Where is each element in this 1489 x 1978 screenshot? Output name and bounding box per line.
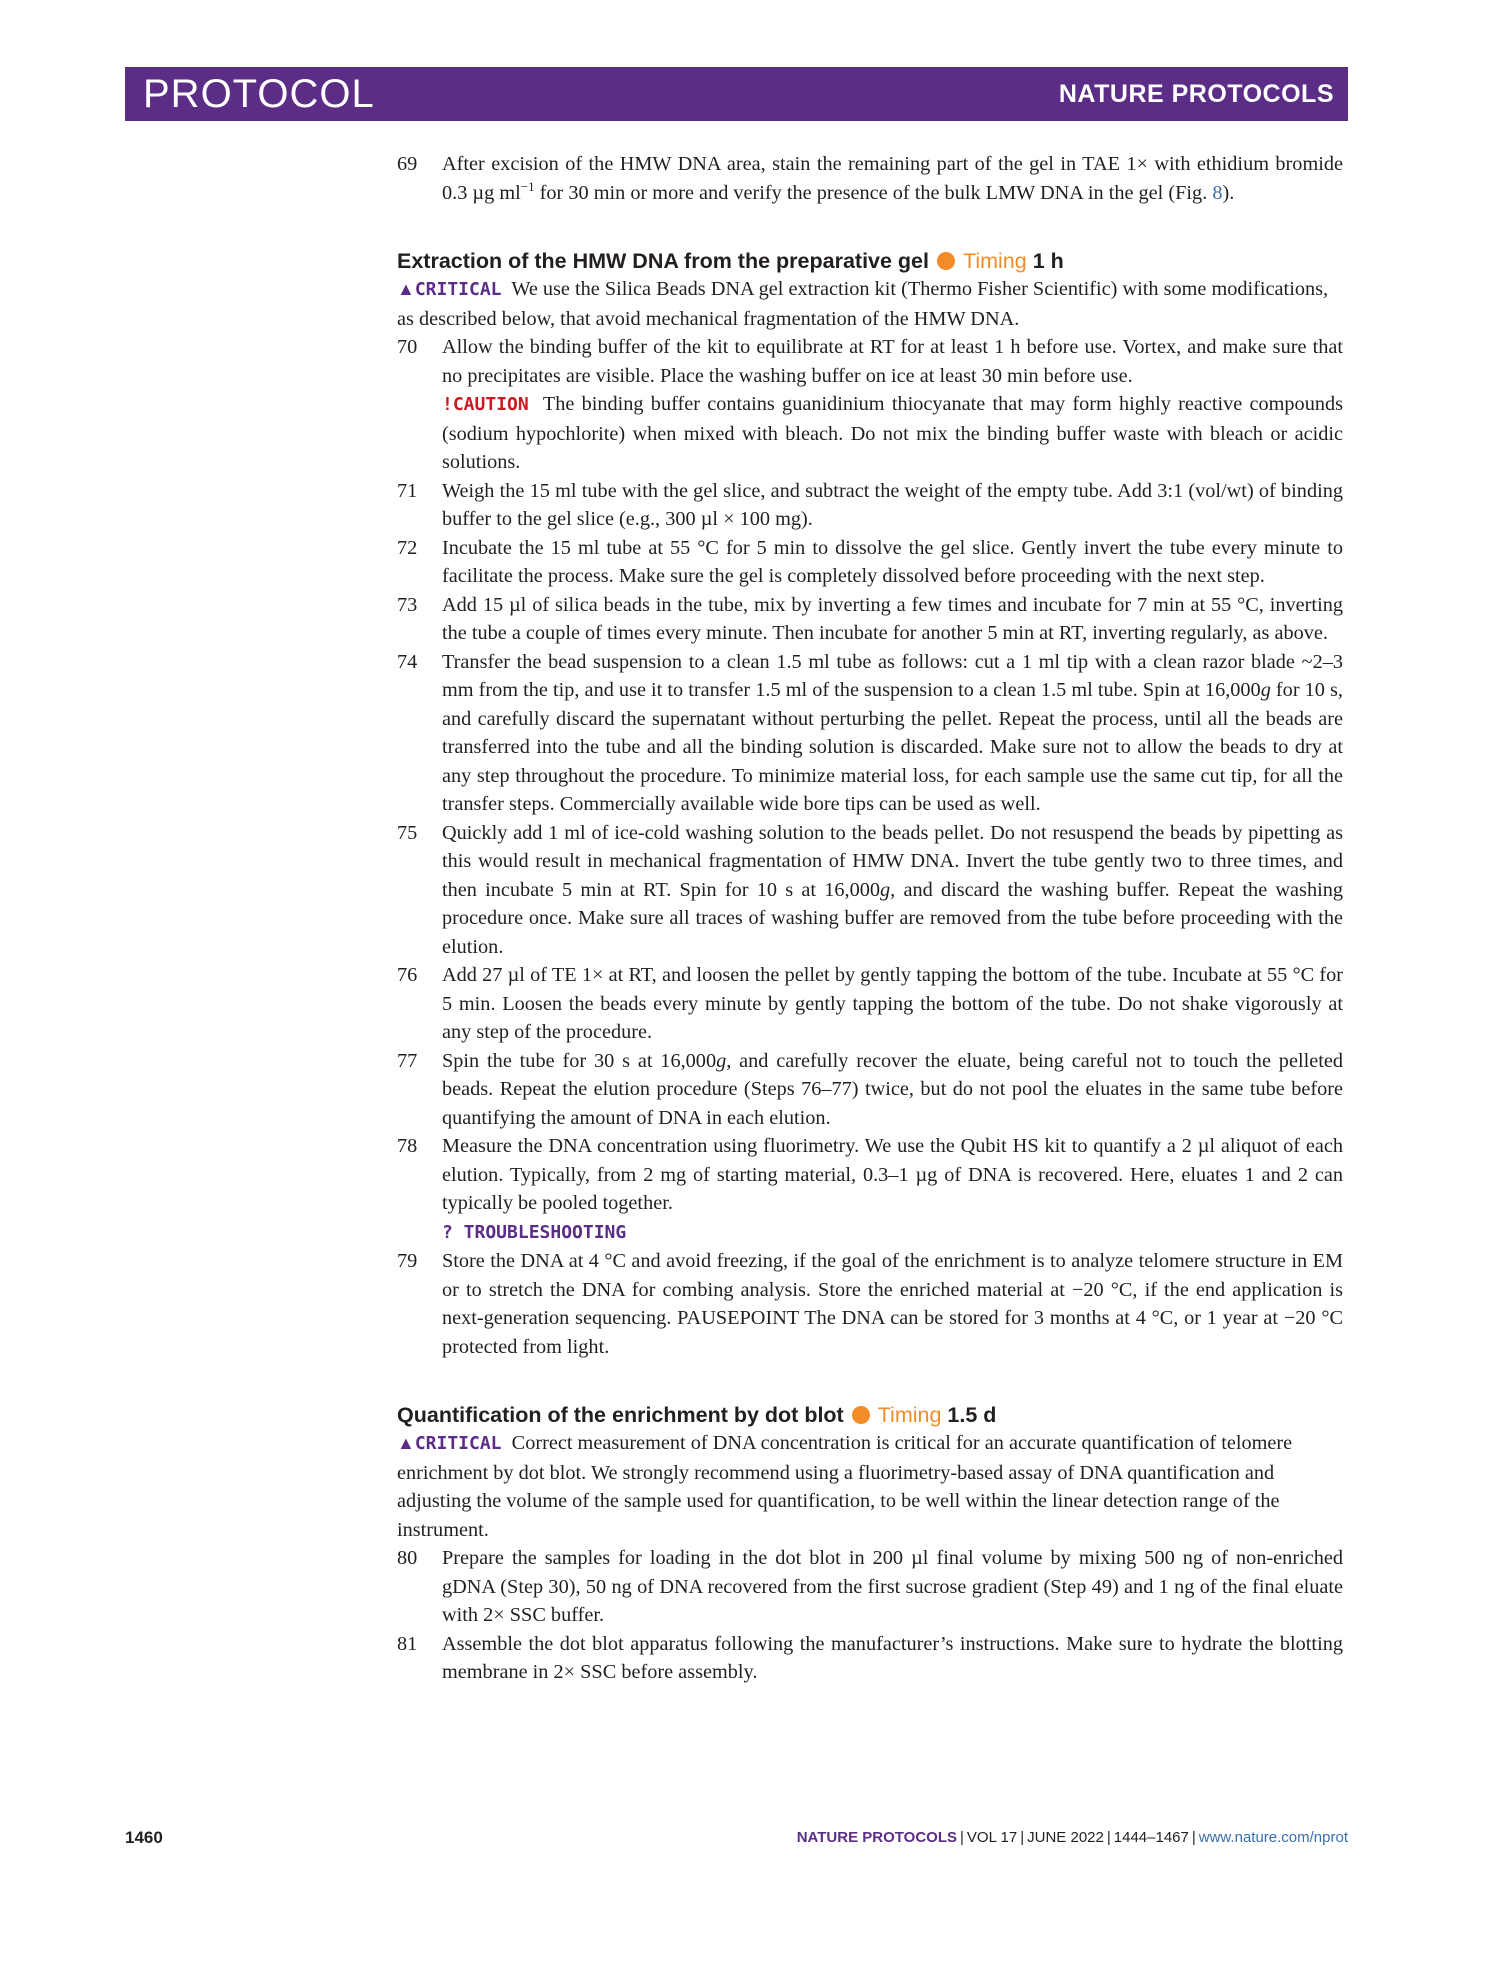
timing-dot-icon: [937, 252, 955, 270]
step-70: 70 Allow the binding buffer of the kit to equilibrate at RT for at least 1 h before use. Vortex, and make sure that no precipitates are visible. Place the washing buffer on ice at least 30 min before use. !CAUTION The binding buffer contains guanidinium thiocyanate that may form highly reactive compounds (sodium hypochlorite) when mixed with bleach. Do not mix the binding buffer waste with bleach or acidic solutions.: [397, 336, 1344, 473]
step-78: 78 Measure the DNA concentration using fluorimetry. We use the Qubit HS kit to quantify a 2 µl aliquot of each elution. Typically, from 2 mg of starting material, 0.3–1 µg of DNA is recovered. Here, eluates 1 and 2 can typically be pooled together. ? TROUBLESHOOTING: [397, 1135, 1343, 1243]
caution-icon: !: [442, 394, 453, 415]
step-76: 76 Add 27 µl of TE 1× at RT, and loosen the pellet by gently tapping the bottom of the tube. Incubate at 55 °C for 5 min. Loosen the beads every minute by gently tapping the bottom of the tube. Do not shake vigorously at any step of the procedure.: [397, 964, 1343, 1043]
step-81: 81 Assemble the dot blot apparatus following the manufacturer’s instructions. Make sure to hydrate the blotting membrane in 2× SSC before assembly.: [397, 1632, 1343, 1683]
step-72: 72 Incubate the 15 ml tube at 55 °C for 5 min to dissolve the gel slice. Gently invert the tube every minute to facilitate the process. Make sure the gel is completely dissolved before proceeding with the next step.: [397, 536, 1343, 587]
critical-triangle-icon: ▲: [397, 1433, 415, 1453]
critical-note-1: ▲CRITICAL We use the Silica Beads DNA gel extraction kit (Thermo Fisher Scientific) with some modifications, as described below, that avoid mechanical fragmentation of the HMW DNA.: [397, 278, 1329, 330]
step-77: 77 Spin the tube for 30 s at 16,000g, and carefully recover the eluate, being careful not to touch the pelleted beads. Repeat the elution procedure (Steps 76–77) twice, but do not pool the eluates in the same tube before quantifying the amount of DNA in each elution.: [397, 1049, 1343, 1129]
page-number: 1460: [125, 1828, 163, 1847]
step-71: 71 Weigh the 15 ml tube with the gel slice, and subtract the weight of the empty tube. Add 3:1 (vol/wt) of binding buffer to the gel slice (e.g., 300 µl × 100 mg).: [397, 479, 1343, 530]
header-banner: [125, 67, 1348, 121]
figure-link[interactable]: 8: [1212, 181, 1223, 204]
main-content: [397, 150, 1343, 1687]
journal-url-link[interactable]: www.nature.com/nprot: [1198, 1829, 1348, 1846]
troubleshooting-link[interactable]: ? TROUBLESHOOTING: [442, 1221, 627, 1243]
footer-citation: NATURE PROTOCOLS | VOL 17 | JUNE 2022 | 1444–1467 | www.nature.com/nprot: [796, 1829, 1348, 1846]
section-heading-extraction: Extraction of the HMW DNA from the preparative gel Timing 1 h: [397, 249, 1064, 273]
step-80: 80 Prepare the samples for loading in the dot blot in 200 µl final volume by mixing 500 ng of non-enriched gDNA (Step 30), 50 ng of DNA recovered from the first sucrose gradient (Step 49) and 1 ng of the final eluate with 2× SSC buffer.: [397, 1547, 1343, 1626]
journal-name: NATURE PROTOCOLS: [1058, 79, 1334, 108]
critical-note-2: ▲CRITICAL Correct measurement of DNA concentration is critical for an accurate quantification of telomere enrichment by dot blot. We strongly recommend using a fluorimetry-based assay of DNA quantification and adjusting the volume of the sample used for quantification, to be well within the linear detection range of the instrument.: [397, 1432, 1293, 1541]
critical-triangle-icon: ▲: [397, 279, 415, 299]
timing-dot-icon: [852, 1406, 870, 1424]
section-heading-quantification: Quantification of the enrichment by dot blot Timing 1.5 d: [397, 1403, 997, 1427]
step-75: 75 Quickly add 1 ml of ice-cold washing solution to the beads pellet. Do not resuspend the beads by pipetting as this would result in mechanical fragmentation of HMW DNA. Invert the tube gently two to three times, and then incubate 5 min at RT. Spin for 10 s at 16,000g, and discard the washing buffer. Repeat the washing procedure once. Make sure all traces of washing buffer are removed from the tube before proceeding with the elution.: [397, 821, 1344, 958]
step-number: 69: [397, 153, 418, 175]
step-69: 69 After excision of the HMW DNA area, stain the remaining part of the gel in TAE 1× with ethidium bromide 0.3 µg $ml^{-1}$ for 30 min or more and verify the presence of the bulk LMW DNA in the gel (Fig. 8).: [397, 150, 1343, 207]
article-type: PROTOCOL: [143, 71, 375, 116]
step-74: 74 Transfer the bead suspension to a clean 1.5 ml tube as follows: cut a 1 ml tip with a clean razor blade ~2–3 mm from the tip, and use it to transfer 1.5 ml of the suspension to a clean 1.5 ml tube. Spin at 16,000g for 10 s, and carefully discard the supernatant without perturbing the pellet. Repeat the process, until all the beads are transferred into the tube and all the binding solution is discarded. Make sure not to allow the beads to dry at any step throughout the procedure. To minimize material loss, for each sample use the same cut tip, for all the transfer steps. Commercially available wide bore tips can be used as well.: [397, 650, 1343, 815]
step-73: 73 Add 15 µl of silica beads in the tube, mix by inverting a few times and incubate for 7 min at 55 °C, inverting the tube a couple of times every minute. Then incubate for another 5 min at RT, inverting regularly, as above.: [397, 593, 1343, 644]
step-79: 79 Store the DNA at 4 °C and avoid freezing, if the goal of the enrichment is to analyze telomere structure in EM or to stretch the DNA for combing analysis. Store the enriched material at −20 °C, if the end application is next-generation sequencing. PAUSEPOINT The DNA can be stored for 3 months at 4 °C, or 1 year at −20 °C protected from light.: [397, 1250, 1343, 1358]
